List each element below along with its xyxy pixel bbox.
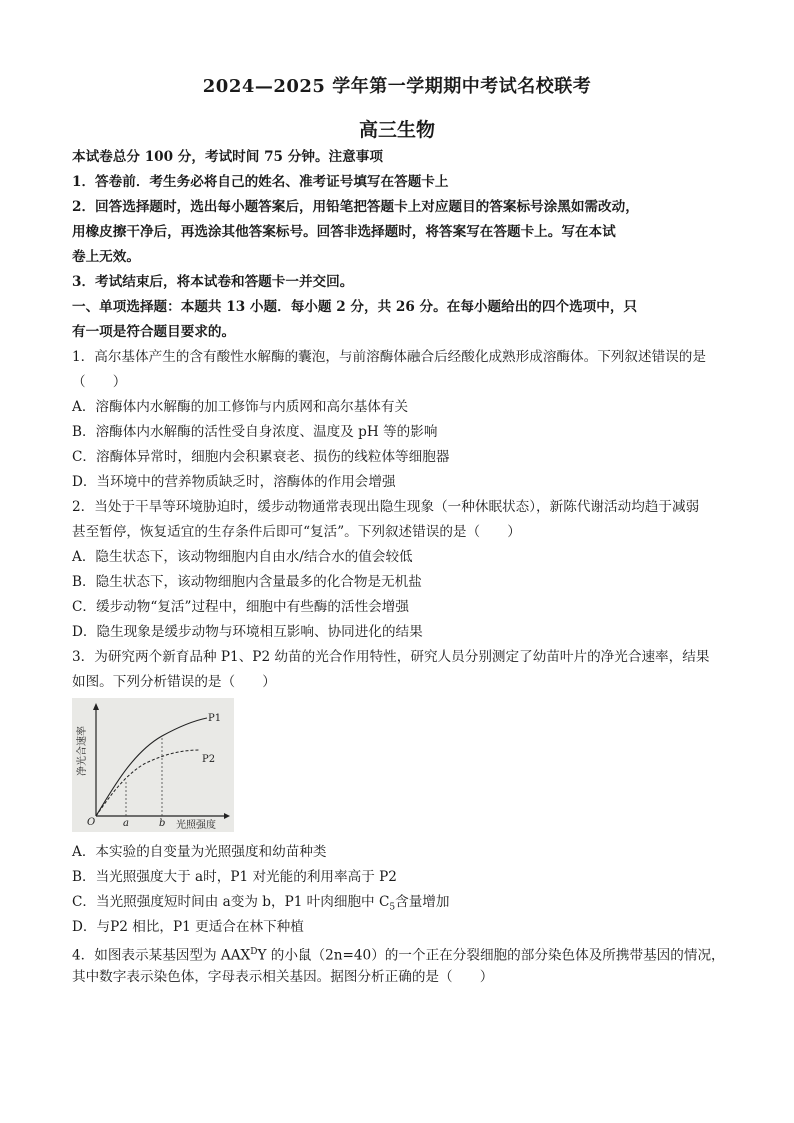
section-heading-line1: 一、单项选择题：本题共 13 小题．每小题 2 分，共 26 分。在每小题给出的四个选项中，只 [72, 299, 638, 315]
q2-option-a: A．隐生状态下，该动物细胞内自由水/结合水的值会较低 [72, 549, 413, 565]
q2-option-b: B．隐生状态下，该动物细胞内含量最多的化合物是无机盐 [72, 574, 422, 590]
x-axis-arrow [224, 813, 230, 819]
p1-curve [96, 718, 207, 816]
tick-a-label: a [123, 818, 129, 829]
subject-title: 高三生物 [358, 119, 435, 141]
q3-stem-line1: 3．为研究两个新育品种 P1、P2 幼苗的光合作用特性，研究人员分别测定了幼苗叶片的净光合速率，结果 [72, 649, 710, 665]
instruction-item-2-line1: 2．回答选择题时，选出每小题答案后，用铅笔把答题卡上对应题目的答案标号涂黑如需改动， [72, 199, 639, 215]
q2-option-d: D．隐生现象是缓步动物与环境相互影响、协同进化的结果 [72, 624, 423, 640]
tick-b-label: b [159, 818, 166, 829]
p2-label: P2 [202, 754, 216, 765]
instruction-item-2-line3: 卷上无效。 [72, 249, 140, 265]
origin-label: O [87, 817, 96, 828]
q1-option-d: D．当环境中的营养物质缺乏时，溶酶体的作用会增强 [72, 474, 396, 490]
q3-option-b: B．当光照强度大于 a时，P1 对光能的利用率高于 P2 [72, 869, 397, 885]
q4-stem-line2: 其中数字表示染色体，字母表示相关基因。据图分析正确的是（ ） [72, 969, 494, 985]
instruction-item-1: 1．答卷前．考生务必将自己的姓名、准考证号填写在答题卡上 [72, 174, 449, 190]
q1-option-c: C．溶酶体异常时，细胞内会积累衰老、损伤的线粒体等细胞器 [72, 449, 450, 465]
exam-title: 2024—2025 学年第一学期期中考试名校联考 [202, 76, 592, 97]
q4-stem-pre: 4．如图表示某基因型为 AAX [72, 947, 251, 964]
q3-figure [72, 698, 234, 832]
instructions-intro: 本试卷总分 100 分，考试时间 75 分钟。注意事项 [72, 149, 383, 165]
q2-stem-line1: 2．当处于干旱等环境胁迫时，缓步动物通常表现出隐生现象（一种休眠状态），新陈代谢活动均趋于减弱 [72, 499, 700, 515]
instruction-item-3: 3．考试结束后，将本试卷和答题卡一并交回。 [72, 274, 354, 290]
q1-stem-line2: （ ） [72, 374, 127, 390]
photosynthesis-graph [72, 698, 234, 832]
q3-option-c-post: 含量增加 [395, 894, 450, 910]
q1-stem-line1: 1．高尔基体产生的含有酸性水解酶的囊泡，与前溶酶体融合后经酸化成熟形成溶酶体。下列叙述错误的是 [72, 349, 706, 365]
q3-option-c-pre: C．当光照强度短时间由 a变为 b，P1 叶肉细胞中 C [72, 894, 390, 910]
q2-stem-line2: 甚至暂停，恢复适宜的生存条件后即可“复活”。下列叙述错误的是（ ） [72, 524, 521, 540]
q1-option-b: B．溶酶体内水解酶的活性受自身浓度、温度及 pH 等的影响 [72, 424, 438, 440]
q4-stem-post: Y 的小鼠（2n=40）的一个正在分裂细胞的部分染色体及所携带基因的情况， [257, 947, 725, 964]
q4-stem-sup: D [250, 947, 258, 957]
q1-option-a: A．溶酶体内水解酶的加工修饰与内质网和高尔基体有关 [72, 399, 409, 415]
q2-option-c: C．缓步动物“复活”过程中，细胞中有些酶的活性会增强 [72, 599, 409, 615]
q3-option-c-sub: 5 [389, 902, 396, 913]
y-axis-label: 净光合速率 [77, 726, 88, 776]
p2-curve [96, 750, 200, 816]
q3-option-d: D．与P2 相比，P1 更适合在林下种植 [72, 919, 304, 935]
q3-stem-line2: 如图。下列分析错误的是（ ） [72, 674, 276, 690]
y-axis-arrow [93, 703, 99, 710]
instruction-item-2-line2: 用橡皮擦干净后，再选涂其他答案标号。回答非选择题时，将答案写在答题卡上。写在本试 [72, 224, 616, 240]
section-heading-line2: 有一项是符合题目要求的。 [72, 324, 236, 340]
x-axis-label: 光照强度 [176, 820, 216, 831]
q3-option-a: A．本实验的自变量为光照强度和幼苗种类 [72, 844, 327, 860]
p1-label: P1 [208, 713, 222, 724]
